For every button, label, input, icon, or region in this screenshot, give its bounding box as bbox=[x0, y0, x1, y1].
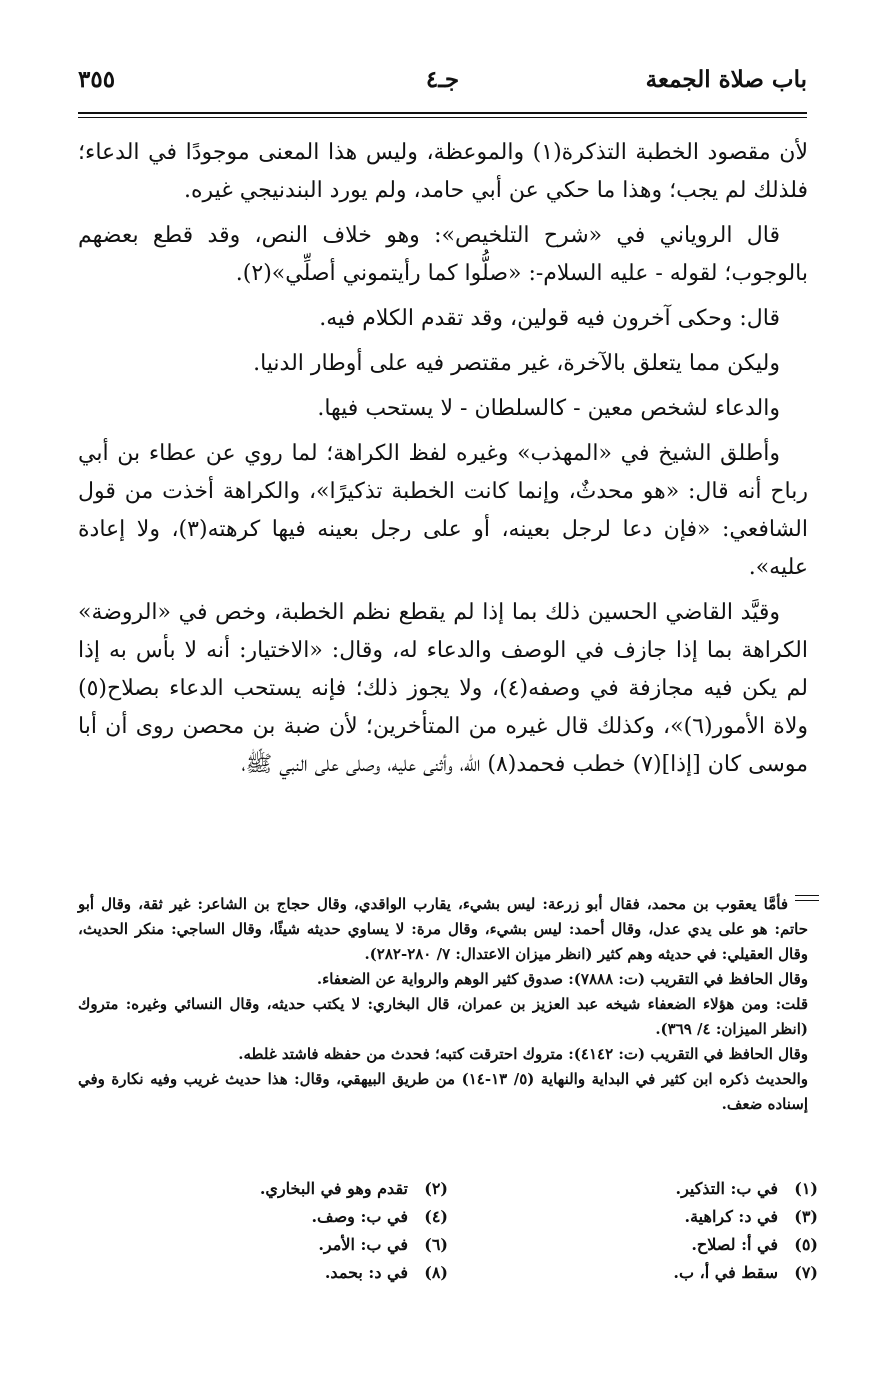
paragraph: وأطلق الشيخ في «المهذب» وغيره لفظ الكراهة؛ لما روي عن عطاء بن أبي رباح أنه قال: «هو محدثٌ، وإنما كانت الخطبة تذكيرًا»، والكراهة أخذت من قول الشافعي: «فإن دعا لرجل بعينه، أو على رجل بعينه فيها كرهته(٣)، ولا إعادة عليه». bbox=[78, 441, 809, 580]
chapter-title: باب صلاة الجمعة bbox=[645, 66, 807, 93]
paragraph: لأن مقصود الخطبة التذكرة(١) والموعظة، وليس هذا المعنى موجودًا في الدعاء؛ فلذلك لم يجب؛ وهذا ما حكي عن أبي حامد، ولم يورد البندنيجي غيره. bbox=[78, 140, 809, 203]
footnote-row bbox=[78, 1231, 818, 1259]
footnote-number: (٣) bbox=[794, 1207, 818, 1226]
header-rule bbox=[78, 112, 807, 114]
footnote-item bbox=[78, 1259, 448, 1287]
footnote-continuation bbox=[78, 892, 808, 1117]
footnote-text: في ب: وصف. bbox=[311, 1207, 408, 1226]
volume-label: جـ٤ bbox=[425, 66, 460, 93]
main-text bbox=[78, 134, 808, 791]
paragraph: وقيَّد القاضي الحسين ذلك بما إذا لم يقطع نظم الخطبة، وخص في «الروضة» الكراهة بما إذا جازف في الوصف والدعاء له، وقال: «الاختيار: أنه لا بأس به إذا لم يكن فيه مجازفة في وصفه(٤)، ولا يجوز ذلك؛ فإنه يستحب الدعاء بصلاح(٥) ولاة الأمور(٦)»، وكذلك قال غيره من المتأخرين؛ لأن ضبة بن محصن روى أن أبا موسى كان [إذا](٧) خطب فحمد(٨) الله، وأثنى عليه، وصلى على النبي ﷺ، bbox=[78, 600, 808, 777]
footnote-item bbox=[448, 1231, 818, 1259]
paragraph: والدعاء لشخص معين - كالسلطان - لا يستحب فيها. bbox=[317, 396, 780, 421]
footnote-row bbox=[78, 1259, 818, 1287]
footnote-text: في د: كراهية. bbox=[684, 1207, 778, 1226]
paragraph: وليكن مما يتعلق بالآخرة، غير مقتصر فيه على أوطار الدنيا. bbox=[253, 351, 780, 376]
header-rule-thin bbox=[78, 117, 807, 118]
footnote-number: (١) bbox=[794, 1179, 818, 1198]
footnote-number: (٥) bbox=[794, 1235, 818, 1254]
footnote-row bbox=[78, 1175, 818, 1203]
footnote-text: في د: بحمد. bbox=[324, 1263, 408, 1282]
footnote-paragraph: وقال الحافظ في التقريب (ت: ٧٨٨٨): صدوق كثير الوهم والرواية عن الضعفاء. bbox=[316, 970, 808, 988]
footnote-text: في ب: التذكير. bbox=[675, 1179, 778, 1198]
footnote-paragraph: قلت: ومن هؤلاء الضعفاء شيخه عبد العزيز بن عمران، قال البخاري: لا يكتب حديثه، وقال النسائي وغيره: متروك (انظر الميزان: ٤/ ٣٦٩). bbox=[78, 995, 808, 1038]
footnote-item bbox=[448, 1203, 818, 1231]
footnote-item bbox=[448, 1175, 818, 1203]
footnote-text: تقدم وهو في البخاري. bbox=[259, 1179, 408, 1198]
footnote-row bbox=[78, 1203, 818, 1231]
footnote-list bbox=[78, 1175, 818, 1287]
footnote-text: في أ: لصلاح. bbox=[691, 1235, 778, 1254]
footnote-number: (٧) bbox=[794, 1263, 818, 1282]
footnote-item bbox=[78, 1231, 448, 1259]
footnote-text: سقط في أ، ب. bbox=[673, 1263, 778, 1282]
running-header bbox=[78, 66, 807, 106]
footnote-item bbox=[78, 1203, 448, 1231]
footnote-number: (٨) bbox=[424, 1263, 448, 1282]
page-number: ٣٥٥ bbox=[78, 66, 116, 93]
paragraph: قال الروياني في «شرح التلخيص»: وهو خلاف النص، وقد قطع بعضهم بالوجوب؛ لقوله - عليه السلام-: «صلُّوا كما رأيتموني أصلِّي»(٢). bbox=[78, 223, 808, 286]
footnote-paragraph: فأمَّا يعقوب بن محمد، فقال أبو زرعة: ليس بشيء، يقارب الواقدي، وقال حجاج بن الشاعر: غير ثقة، وقال أبو حاتم: هو على يدي عدل، وقال أحمد: ليس بشيء، وقال مرة: لا يساوي حديثه شيئًا، وقال الساجي: منكر الحديث، وقال العقيلي: في حديثه وهم كثير (انظر ميزان الاعتدال: ٧/ ٢٨٠-٢٨٢). bbox=[78, 895, 808, 963]
footnote-text: في ب: الأمر. bbox=[318, 1235, 408, 1254]
footnote-number: (٦) bbox=[424, 1235, 448, 1254]
footnote-paragraph: والحديث ذكره ابن كثير في البداية والنهاية (٥/ ١٣-١٤) من طريق البيهقي، وقال: هذا حديث غريب وفيه نكارة وفي إسناده ضعف. bbox=[78, 1070, 808, 1113]
footnote-item bbox=[448, 1259, 818, 1287]
footnote-item bbox=[78, 1175, 448, 1203]
footnote-paragraph: وقال الحافظ في التقريب (ت: ٤١٤٢): متروك احترقت كتبه؛ فحدث من حفظه فاشتد غلطه. bbox=[238, 1045, 808, 1063]
paragraph: قال: وحكى آخرون فيه قولين، وقد تقدم الكلام فيه. bbox=[319, 306, 780, 331]
footnote-number: (٢) bbox=[424, 1179, 448, 1198]
footnote-number: (٤) bbox=[424, 1207, 448, 1226]
